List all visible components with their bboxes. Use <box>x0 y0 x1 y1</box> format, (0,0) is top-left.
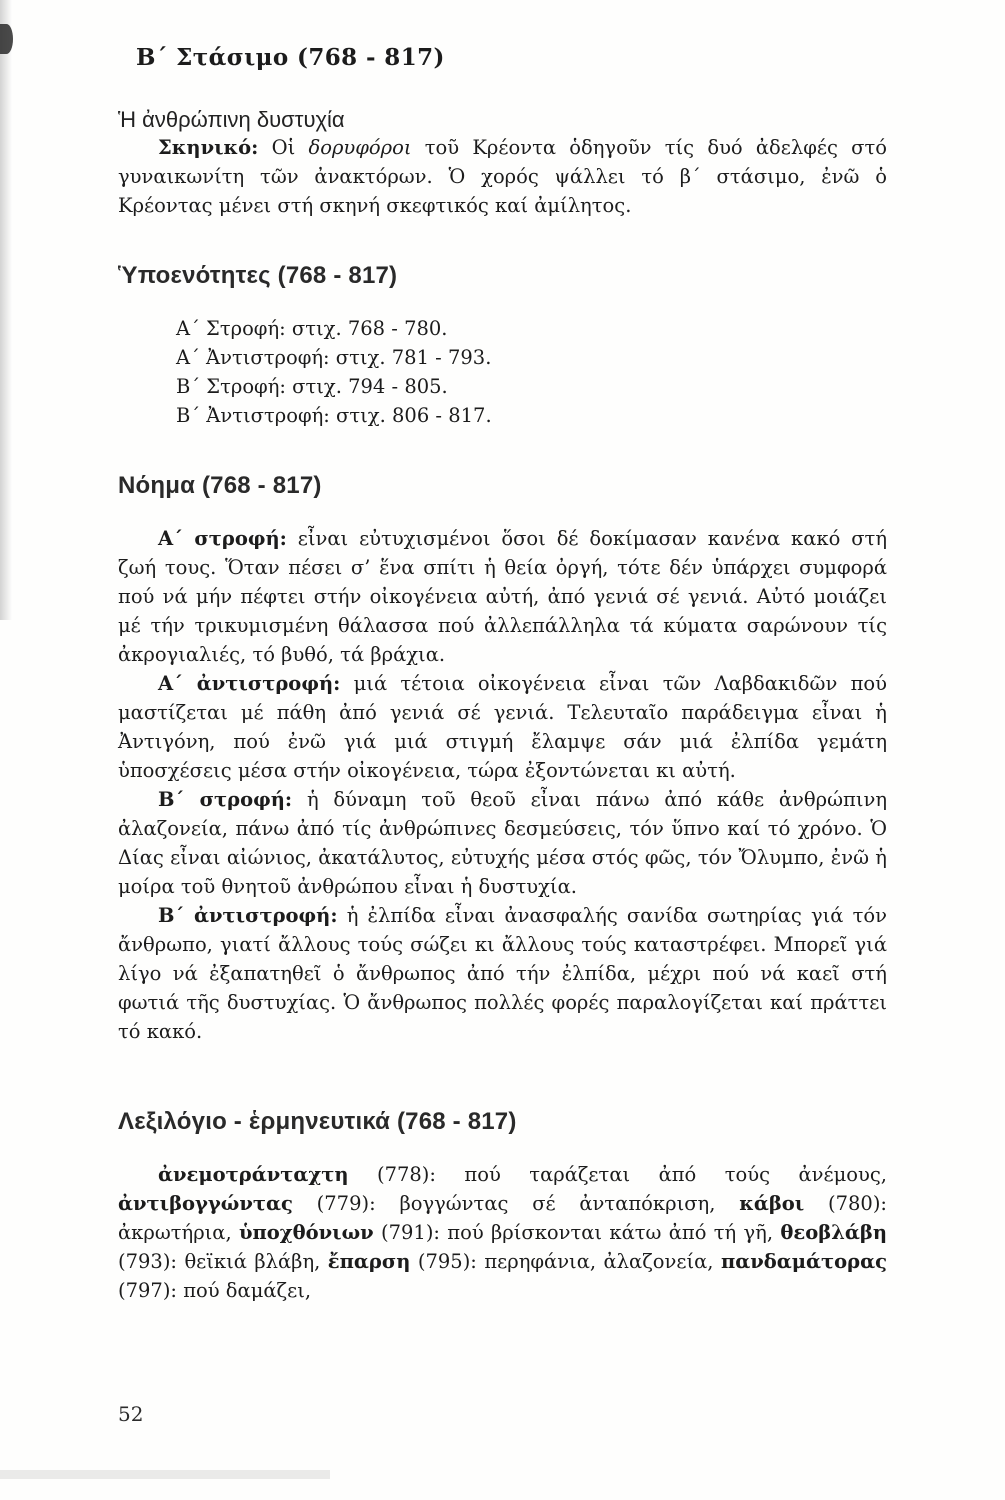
page-number: 52 <box>118 1402 144 1426</box>
scene-italic-word: δορυφόροι <box>308 136 412 159</box>
vocab-term: πανδαμάτορας <box>720 1250 888 1273</box>
paragraph-label: Β΄ στροφή: <box>158 788 293 811</box>
vocab-def: (793): θεϊκιά βλάβη, <box>118 1250 328 1273</box>
paragraph-label: Β΄ ἀντιστροφή: <box>158 904 338 927</box>
paragraph-label: Α΄ στροφή: <box>158 527 287 550</box>
vocabulary-heading: Λεξιλόγιο - ἑρμηνευτικά (768 - 817) <box>118 1108 517 1135</box>
meaning-paragraph <box>118 669 887 785</box>
paragraph-text: ἡ ἐλπίδα εἶναι ἀνασφαλής σανίδα σωτηρίας γιά τόν ἄνθρωπο, γιατί ἄλλους τούς σώζει κι ἄλλους τούς καταστρέφει. Μπορεῖ γιά λίγο νά ἐξαπατηθεῖ ὁ ἄνθρωπος ἀπό τήν ἐλπίδα, μέχρι πού νά καεῖ στή φωτιά τῆς δυστυχίας. Ὁ ἄνθρωπος πολλές φορές παραλογίζεται καί πράττει τό κακό. <box>118 904 887 1043</box>
paragraph-text: εἶναι εὐτυχισμένοι ὅσοι δέ δοκίμασαν κανένα κακό στή ζωή τους. Ὅταν πέσει σ’ ἕνα σπίτι ἡ θεία ὀργή, τότε δέν ὑπάρχει συμφορά πού νά μήν πέφτει στήν οἰκογένεια αὐτή, ἀπό γενιά σέ γενιά. Αὐτό μοιάζει μέ τήν τρικυμισμένη θάλασσα πού ἀλλεπάλληλα τά κύματα σαρώνουν τίς ἀκρογιαλιές, τό βυθό, τά βράχια. <box>118 527 887 666</box>
list-item: Β΄ Στροφή: στιχ. 794 - 805. <box>176 375 448 398</box>
scene-paragraph <box>118 133 887 220</box>
subsections-heading: Ὑποενότητες (768 - 817) <box>118 262 398 289</box>
scan-artifact-left-edge <box>0 0 12 620</box>
list-item: Α΄ Στροφή: στιχ. 768 - 780. <box>176 317 448 340</box>
vocab-term: ἀντιβογγώντας <box>118 1192 293 1215</box>
vocab-def: (779): βογγώντας σέ ἀνταπόκριση, <box>292 1192 740 1215</box>
vocab-term: θεοβλάβη <box>780 1221 887 1244</box>
scene-label: Σκηνικό: <box>158 136 259 159</box>
vocab-term: ὑποχθόνιων <box>238 1221 374 1244</box>
vocabulary-paragraph <box>118 1160 887 1305</box>
meaning-paragraph <box>118 901 887 1046</box>
paragraph-text: μιά τέτοια οἰκογένεια εἶναι τῶν Λαβδακιδῶν πού μαστίζεται μέ πάθη ἀπό γενιά σέ γενιά. Τελευταῖο παράδειγμα εἶναι ἡ Ἀντιγόνη, πού ἐνῶ γιά μιά στιγμή ἔλαμψε σάν μιά ἐλπίδα γεμάτη ὑποσχέσεις μέσα στήν οἰκογένεια, τώρα ἐξοντώνεται κι αὐτή. <box>118 672 887 782</box>
paragraph-label: Α΄ ἀντιστροφή: <box>158 672 341 695</box>
meaning-paragraph <box>118 524 887 669</box>
meaning-section <box>118 524 887 1046</box>
subsections-list <box>176 314 887 430</box>
scene-text-pre: Οἱ <box>271 136 309 159</box>
scene-text-rest: τοῦ Κρέοντα ὁδηγοῦν τίς δυό ἀδελφές στό γυναικωνίτη τῶν ἀνακτόρων. Ὁ χορός ψάλλει τό β΄ στάσιμο, ἐνῶ ὁ Κρέοντας μένει στή σκηνή σκεφτικός καί ἀμίλητος. <box>118 136 887 217</box>
meaning-paragraph <box>118 785 887 901</box>
list-item: Β΄ Ἀντιστροφή: στιχ. 806 - 817. <box>176 404 492 427</box>
vocab-term: ἀνεμοτράνταχτη <box>158 1163 349 1186</box>
paragraph-text: ἡ δύναμη τοῦ θεοῦ εἶναι πάνω ἀπό κάθε ἀνθρώπινη ἀλαζονεία, πάνω ἀπό τίς ἀνθρώπινες δεσμεύσεις, τόν ὕπνο καί τό χρόνο. Ὁ Δίας εἶναι αἰώνιος, ἀκατάλυτος, εὐτυχής μέσα στός φῶς, τόν Ὄλυμπο, ἐνῶ ἡ μοίρα τοῦ θνητοῦ ἀνθρώπου εἶναι ἡ δυστυχία. <box>118 788 888 898</box>
scan-artifact-bottom <box>0 1470 330 1479</box>
vocab-def: (791): πού βρίσκονται κάτω ἀπό τή γῆ, <box>373 1221 781 1244</box>
page-subtitle: Ἡ ἀνθρώπινη δυστυχία <box>118 107 345 132</box>
vocab-term: κάβοι <box>739 1192 805 1215</box>
vocab-def: (780): ἀκρωτήρια, <box>118 1192 888 1244</box>
vocab-term: ἔπαρση <box>327 1250 411 1273</box>
scan-artifact-corner <box>0 24 13 54</box>
vocab-def: (778): πού ταράζεται ἀπό τούς ἀνέμους, <box>348 1163 887 1186</box>
vocab-def: (797): πού δαμάζει, <box>118 1279 312 1302</box>
vocab-def: (795): περηφάνια, ἀλαζονεία, <box>410 1250 721 1273</box>
list-item: Α΄ Ἀντιστροφή: στιχ. 781 - 793. <box>176 346 492 369</box>
meaning-heading: Νόημα (768 - 817) <box>118 472 322 499</box>
page-title: Β΄ Στάσιμο (768 - 817) <box>136 44 445 71</box>
